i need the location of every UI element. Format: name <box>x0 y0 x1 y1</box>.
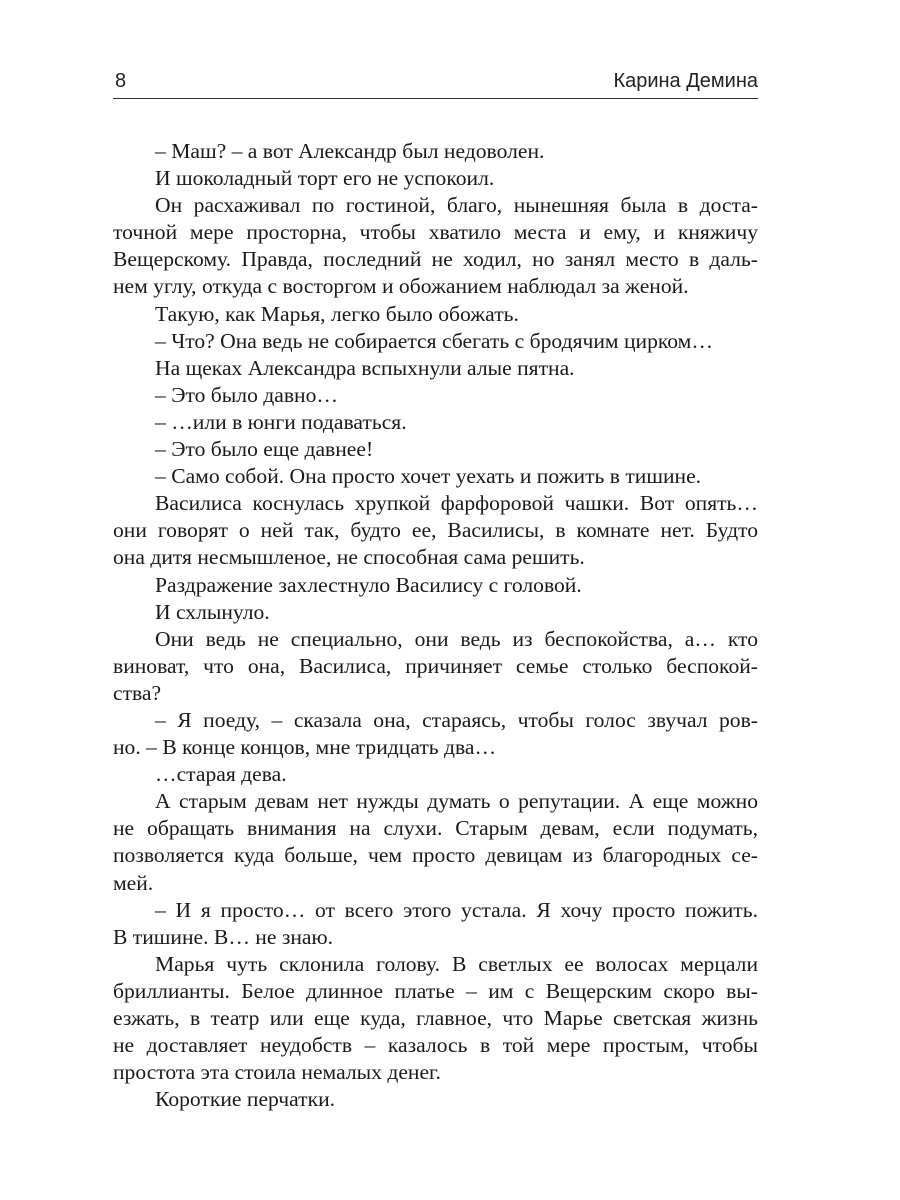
text-line: – …или в юнги подаваться. <box>155 409 407 434</box>
paragraph <box>113 165 758 192</box>
text-line: …старая дева. <box>155 762 287 787</box>
text-line: – Это было еще давнее! <box>155 437 374 462</box>
running-head <box>113 62 758 99</box>
text-line: И шоколадный торт его не успокоил. <box>155 166 495 191</box>
body-text <box>113 138 758 1113</box>
text-line: – Я поеду, – сказала она, стараясь, чтобы голос звучал ров- <box>155 707 758 732</box>
text-line: – Это было давно… <box>155 382 338 407</box>
paragraph <box>113 138 758 165</box>
paragraph <box>113 301 758 328</box>
page-number: 8 <box>115 70 127 92</box>
text-line: простота эта стоила немалых денег. <box>113 1060 441 1085</box>
text-line: езжать, в театр или еще куда, главное, что Марье светская жизнь <box>113 1006 758 1030</box>
text-line: Василиса коснулась хрупкой фарфоровой чашки. Вот опять… <box>155 491 758 516</box>
text-line: Вещерскому. Правда, последний не ходил, но занял место в даль- <box>113 247 758 272</box>
paragraph <box>113 409 758 436</box>
text-line: А старым девам нет нужды думать о репутации. А еще можно <box>155 789 758 814</box>
text-line: нем углу, откуда с восторгом и обожанием наблюдал за женой. <box>113 274 689 299</box>
text-line: но. – В конце концов, мне тридцать два… <box>113 735 497 760</box>
text-line: Короткие перчатки. <box>155 1087 336 1112</box>
text-line: – Маш? – а вот Александр был недоволен. <box>155 139 545 163</box>
paragraph <box>113 328 758 355</box>
text-line: И схлынуло. <box>155 599 270 624</box>
paragraph <box>113 788 758 896</box>
author-name: Карина Демина <box>613 70 758 92</box>
paragraph <box>113 761 758 788</box>
text-line: – Само собой. Она просто хочет уехать и пожить в тишине. <box>155 464 702 489</box>
text-line: не доставляет неудобств – казалось в той мере простым, чтобы <box>113 1033 758 1058</box>
paragraph <box>113 626 758 707</box>
paragraph <box>113 1086 758 1113</box>
text-line: Такую, как Марья, легко было обожать. <box>155 301 519 326</box>
text-line: ства? <box>113 680 162 705</box>
text-line: она дитя несмышленое, не способная сама решить. <box>113 545 585 570</box>
text-line: Он расхаживал по гостиной, благо, нынешняя была в доста- <box>155 193 758 218</box>
text-line: В тишине. В… не знаю. <box>113 924 334 949</box>
text-line: Раздражение захлестнуло Василису с головой. <box>155 572 582 597</box>
paragraph <box>113 951 758 1086</box>
text-line: Они ведь не специально, они ведь из беспокойства, а… кто <box>155 626 758 651</box>
paragraph <box>113 463 758 490</box>
text-line: мей. <box>113 870 154 895</box>
text-line: виноват, что она, Василиса, причиняет семье столько беспокой- <box>113 653 758 678</box>
paragraph <box>113 599 758 626</box>
text-line: позволяется куда больше, чем просто девицам из благородных се- <box>113 843 758 868</box>
text-line: они говорят о ней так, будто ее, Василисы, в комнате нет. Будто <box>113 518 758 543</box>
paragraph <box>113 355 758 382</box>
paragraph <box>113 897 758 951</box>
text-line: точной мере просторна, чтобы хватило места и ему, и княжичу <box>113 220 758 245</box>
text-line: Марья чуть склонила голову. В светлых ее волосах мерцали <box>155 951 758 976</box>
paragraph <box>113 490 758 571</box>
text-line: бриллианты. Белое длинное платье – им с Вещерским скоро вы- <box>113 978 758 1003</box>
paragraph <box>113 436 758 463</box>
text-line: – И я просто… от всего этого устала. Я хочу просто пожить. <box>155 897 758 922</box>
paragraph <box>113 192 758 300</box>
text-line: – Что? Она ведь не собирается сбегать с бродячим цирком… <box>155 328 713 353</box>
text-line: не обращать внимания на слухи. Старым девам, если подумать, <box>113 816 758 841</box>
paragraph <box>113 572 758 599</box>
paragraph <box>113 382 758 409</box>
paragraph <box>113 707 758 761</box>
text-line: На щеках Александра вспыхнули алые пятна. <box>155 355 575 380</box>
